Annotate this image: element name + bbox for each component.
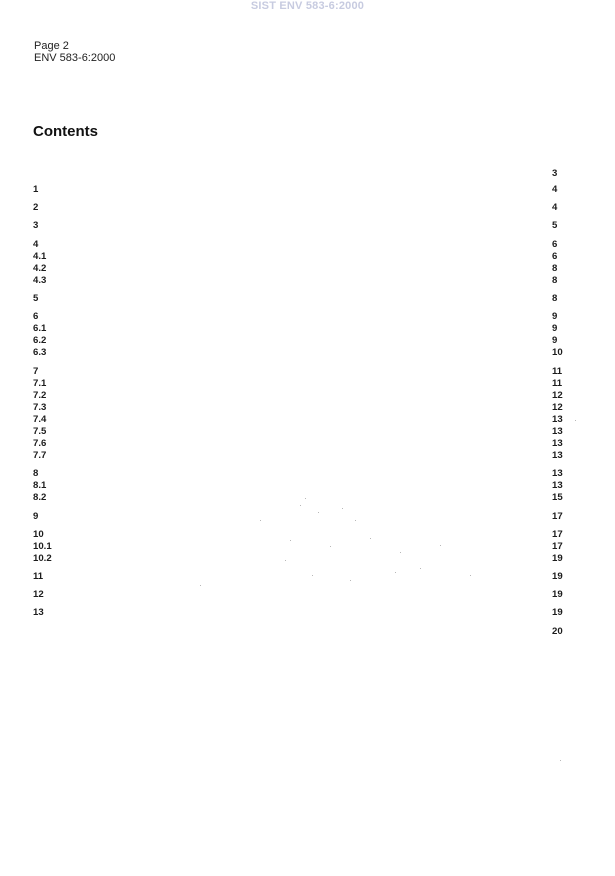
toc-entry-page: 13 (552, 480, 563, 491)
toc-entry-number: 8.2 (33, 492, 47, 503)
page-number: Page 2 (34, 40, 69, 52)
toc-entry-page: 15 (552, 492, 563, 503)
toc-entry-page: 13 (552, 438, 563, 449)
scan-speck (305, 498, 306, 499)
toc-entry-page: 19 (552, 607, 563, 618)
scan-speck (312, 575, 313, 576)
toc-entry-number: 7.2 (33, 390, 47, 401)
toc-entry-number: 4.3 (33, 275, 47, 286)
scan-speck (575, 420, 576, 421)
toc-entry-number: 7.3 (33, 402, 47, 413)
toc-entry-page: 3 (552, 168, 558, 179)
toc-entry-page: 13 (552, 426, 563, 437)
toc-entry-page: 19 (552, 571, 563, 582)
toc-entry-number: 10.2 (33, 553, 52, 564)
toc-entry-number: 7.6 (33, 438, 47, 449)
toc-entry-number: 8.1 (33, 480, 47, 491)
toc-entry-page: 17 (552, 541, 563, 552)
toc-entry-page: 9 (552, 311, 558, 322)
toc-entry-page: 6 (552, 239, 558, 250)
toc-entry-page: 11 (552, 378, 563, 389)
scan-speck (470, 575, 471, 576)
toc-entry-page: 17 (552, 529, 563, 540)
page-title: Contents (33, 123, 98, 140)
annex-page: 20 (552, 626, 563, 637)
toc-entry-page: 4 (552, 184, 558, 195)
toc-entry-number: 7.1 (33, 378, 47, 389)
toc-entry-number: 13 (33, 607, 44, 618)
toc-entry-page: 11 (552, 366, 563, 377)
toc-entry-number: 1 (33, 184, 39, 195)
scan-speck (370, 538, 371, 539)
scan-speck (200, 585, 201, 586)
toc-entry-page: 9 (552, 335, 558, 346)
toc-entry-page: 12 (552, 390, 563, 401)
toc-entry-page: 4 (552, 202, 558, 213)
toc-entry-number: 7.5 (33, 426, 47, 437)
scan-speck (395, 572, 396, 573)
scan-speck (400, 552, 401, 553)
toc-entry-number: 11 (33, 571, 44, 582)
toc-entry-page: 17 (552, 511, 563, 522)
toc-entry-number: 4 (33, 239, 39, 250)
scan-speck (560, 760, 561, 761)
toc-entry-page: 12 (552, 402, 563, 413)
toc-entry-number: 6 (33, 311, 39, 322)
toc-entry-page: 6 (552, 251, 558, 262)
toc-entry-page: 8 (552, 275, 558, 286)
scan-speck (290, 540, 291, 541)
toc-entry-page: 5 (552, 220, 558, 231)
toc-entry-page: 8 (552, 263, 558, 274)
toc-entry-number: 7.7 (33, 450, 47, 461)
toc-entry-page: 13 (552, 468, 563, 479)
toc-entry-number: 8 (33, 468, 39, 479)
toc-entry-page: 19 (552, 553, 563, 564)
scan-speck (355, 520, 356, 521)
toc-entry-number: 12 (33, 589, 44, 600)
toc-entry-page: 9 (552, 323, 558, 334)
scan-speck (330, 546, 331, 547)
scan-speck (342, 508, 343, 509)
scan-speck (350, 580, 351, 581)
toc-entry-number: 4.2 (33, 263, 47, 274)
toc-entry-number: 6.1 (33, 323, 47, 334)
scan-speck (420, 568, 421, 569)
toc-entry-page: 13 (552, 414, 563, 425)
scan-speck (260, 520, 261, 521)
toc-entry-page: 8 (552, 293, 558, 304)
toc-entry-number: 10 (33, 529, 44, 540)
watermark: SIST ENV 583-6:2000 (250, 0, 365, 12)
toc-entry-number: 2 (33, 202, 39, 213)
toc-entry-number: 6.3 (33, 347, 47, 358)
toc-entry-number: 5 (33, 293, 39, 304)
toc-entry-number: 6.2 (33, 335, 47, 346)
toc-entry-number: 10.1 (33, 541, 52, 552)
document-id: ENV 583-6:2000 (34, 52, 116, 64)
scan-speck (318, 512, 319, 513)
scan-speck (440, 545, 441, 546)
toc-entry-page: 13 (552, 450, 563, 461)
toc-entry-number: 7 (33, 366, 39, 377)
toc-entry-page: 10 (552, 347, 563, 358)
toc-entry-page: 19 (552, 589, 563, 600)
toc-entry-number: 9 (33, 511, 39, 522)
toc-entry-number: 7.4 (33, 414, 47, 425)
scan-speck (300, 505, 301, 506)
scan-speck (285, 560, 286, 561)
toc-entry-number: 3 (33, 220, 39, 231)
toc-entry-number: 4.1 (33, 251, 47, 262)
